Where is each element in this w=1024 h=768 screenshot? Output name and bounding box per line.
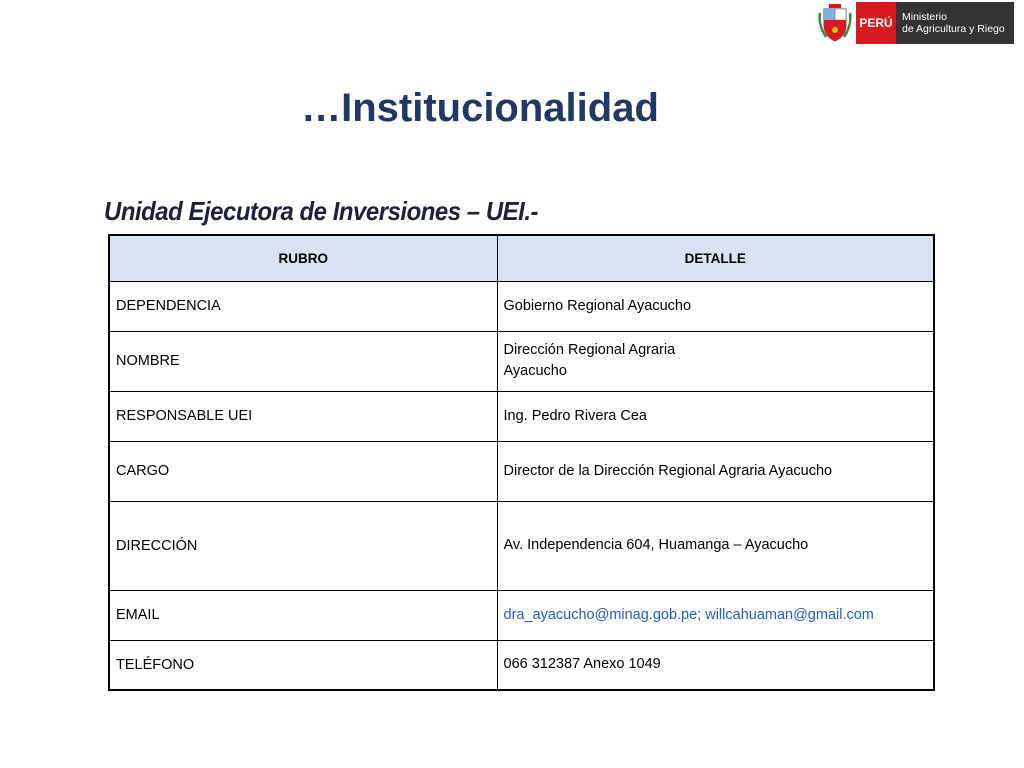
cell-rubro: EMAIL	[109, 590, 497, 640]
table-header-row	[109, 235, 934, 281]
cell-detalle	[497, 281, 934, 331]
cell-detalle	[497, 331, 934, 391]
cell-detalle	[497, 640, 934, 690]
ministry-line-1: Ministerio	[902, 11, 947, 23]
table-row	[109, 281, 934, 331]
table-row	[109, 391, 934, 441]
info-table	[108, 234, 935, 691]
column-header-rubro: RUBRO	[109, 235, 497, 281]
cell-rubro: DIRECCIÓN	[109, 501, 497, 590]
coat-of-arms-icon	[818, 3, 852, 43]
cell-rubro: RESPONSABLE UEI	[109, 391, 497, 441]
cell-detalle-line: Av. Independencia 604, Huamanga – Ayacucho	[503, 537, 809, 553]
cell-rubro: TELÉFONO	[109, 640, 497, 690]
cell-detalle-line: 066 312387 Anexo 1049	[503, 656, 661, 673]
email-link[interactable]: dra_ayacucho@minag.gob.pe; willcahuaman@gmail.com	[503, 606, 874, 623]
table-row	[109, 501, 934, 590]
cell-rubro: CARGO	[109, 441, 497, 501]
table-row	[109, 331, 934, 391]
table-row	[109, 590, 934, 640]
cell-rubro: NOMBRE	[109, 331, 497, 391]
cell-detalle-line: Gobierno Regional Ayacucho	[503, 297, 692, 314]
table-row	[109, 640, 934, 690]
ministry-line-2: de Agricultura y Riego	[902, 23, 1005, 35]
cell-detalle-line: Ayacucho	[503, 363, 567, 379]
cell-detalle	[497, 590, 934, 640]
peru-label: PERÚ	[856, 2, 896, 44]
cell-detalle	[497, 441, 934, 501]
slide-subtitle: Unidad Ejecutora de Inversiones – UEI.-	[104, 196, 539, 226]
column-header-detalle: DETALLE	[497, 235, 934, 281]
cell-detalle	[497, 501, 934, 590]
ministry-logo	[818, 0, 1018, 46]
slide-title-text: …Institucionalidad	[301, 86, 659, 130]
table-row	[109, 441, 934, 501]
ministry-name	[896, 2, 1014, 44]
cell-detalle-line: Director de la Dirección Regional Agraria Ayacucho	[503, 462, 833, 479]
slide-title	[0, 86, 1024, 131]
cell-rubro: DEPENDENCIA	[109, 281, 497, 331]
cell-detalle-line: Ing. Pedro Rivera Cea	[503, 407, 647, 424]
cell-detalle-line: Dirección Regional Agraria	[503, 342, 676, 358]
cell-detalle	[497, 391, 934, 441]
